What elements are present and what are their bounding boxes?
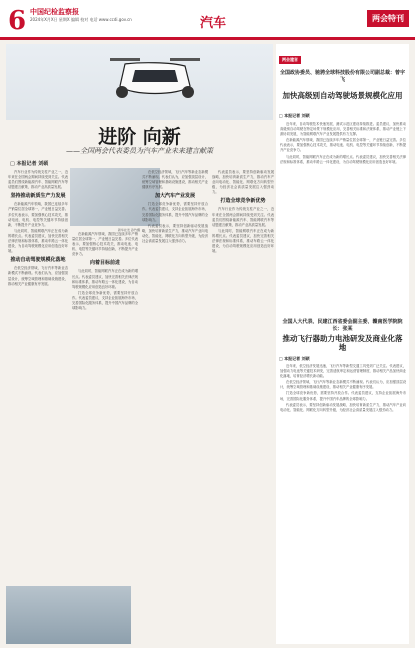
right-article-byline: □ 本报记者 刘硕: [279, 113, 310, 118]
right-article-2-lead: 全国人大代表、民建江西省委会副主委、赣南医学院院长：张某: [282, 319, 403, 332]
right-section-tag: 两会建言: [279, 56, 301, 64]
article-title: 进阶 向新: [98, 126, 181, 148]
page-number: 6: [8, 6, 27, 36]
special-badge: 两会特刊: [367, 10, 409, 27]
right-article-2-body: 近年来，低空经济发展迅速，飞行汽车等新型交通工具受到广泛关注。代表建议，加强动力电池等关键技术研发，完善适航审定和运营管理制度，推动相关产品加快商业化落地，培育经济增长新动能。 在低空经济领域，飞行汽车等新业态新模式不断涌现。代表们认为，应加强顶层设计，统筹空域管理和基础设施建设，推动相关产业健康有序发展。 打造全球竞争新优势，需要坚持开放合作。代表委员建议，支持企业拓展海外市场，完善国际化服务体系，提升中国汽车品牌的全球影响力。 代表委员表示，要坚持创新驱动发展战略，加快培育新质生产力，推动汽车产业向电动化、智能化、网联化方向转型升级，为经济社会高质量发展注入强劲动力。: [280, 364, 406, 412]
flying-car-image: [100, 52, 210, 108]
article-column-3: 在低空经济领域，飞行汽车等新业态新模式不断涌现。代表们认为，应加强顶层设计，统筹空域管理和基础设施建设，推动相关产业健康有序发展。 加大汽车产业发展 打造全球竞争新优势，需要坚持开放合作。代表委员建议，支持企业拓展海外市场，完善国际化服务体系，提升中国汽车品牌的全球影响力。 代表委员表示，要坚持创新驱动发展战略，加快培育新质生产力，推动汽车产业向电动化、智能化、网联化方向转型升级，为经济社会高质量发展注入强劲动力。: [142, 170, 208, 244]
article-column-1: 汽车行业作为传统支柱产业之一，近年来在全国两会期间持续受到关注。代表委员们围绕新能源汽车、智能网联汽车等话题建言献策，推动产业高质量发展。 坚持推动新质生产力发展 在新能源汽车领域，我国已连续多年产销量位居全球第一，产业链日益完善。多位代表表示，要加强核心技术攻关，推动电池、电机、电控等关键环节持续创新，不断提升产业竞争力。 与此同时，智能网联汽车正在成为新的增长点。代表委员建议，加快完善相关法律法规和标准体系，推动车路云一体化建设，为自动驾驶规模化应用创造良好环境。 推动自动驾驶规模化落地 在低空经济领域，飞行汽车等新业态新模式不断涌现。代表们认为，应加强顶层设计，统筹空域管理和基础设施建设，推动相关产业健康有序发展。: [8, 170, 68, 286]
right-article-body: 近年来，自动驾驶技术快速发展，测试示范区建设持续推进。委员建议，加快推动高级别自动驾驶在特定场景下规模化应用，完善相关标准和法规体系，推动产业链上下游协同发展，为智能网联汽车产业发展提供有力支撑。 在新能源汽车领域，我国已连续多年产销量位居全球第一，产业链日益完善。多位代表表示，要加强核心技术攻关，推动电池、电机、电控等关键环节持续创新，不断提升产业竞争力。 与此同时，智能网联汽车正在成为新的增长点。代表委员建议，加快完善相关法律法规和标准体系，推动车路云一体化建设，为自动驾驶规模化应用创造良好环境。: [280, 122, 406, 164]
right-article-lead: 全国政协委员、驰骋全球科技股份有限公司副总裁：曾宇飞: [279, 70, 405, 83]
article-column-2: 在新能源汽车领域，我国已连续多年产销量位居全球第一，产业链日益完善。多位代表表示，要加强核心技术攻关，推动电池、电机、电控等关键环节持续创新，不断提升产业竞争力。 向着目标前进 与此同时，智能网联汽车正在成为新的增长点。代表委员建议，加快完善相关法律法规和标准体系，推动车路云一体化建设，为自动驾驶规模化应用创造良好环境。 打造全球竞争新优势，需要坚持开放合作。代表委员建议，支持企业拓展海外市场，完善国际化服务体系，提升中国汽车品牌的全球影响力。: [72, 232, 138, 311]
article-byline: □ 本报记者 刘硕: [10, 161, 49, 167]
page-header: [0, 0, 415, 40]
issue-line: 2024年X月X日 星期X 编辑 校对 电话 www.ccdi.gov.cn: [30, 17, 132, 22]
article-subtitle: ——全国两会代表委员为汽车产业未来建言献策: [66, 147, 213, 155]
right-article-2-byline: □ 本报记者 刘硕: [279, 356, 310, 361]
masthead: 中国纪检监察报: [30, 8, 79, 16]
section-title: 汽车: [200, 16, 227, 31]
autonomous-bus-photo: [6, 586, 131, 644]
photo-caption: 新华社发 孙竹摄: [118, 228, 140, 232]
right-article-2-title: 推动飞行器助力电池研发及商业化落地: [282, 334, 403, 352]
article-column-4: 代表委员表示，要坚持创新驱动发展战略，加快培育新质生产力，推动汽车产业向电动化、智能化、网联化方向转型升级，为经济社会高质量发展注入强劲动力。 打造全球竞争新优势 汽车行业作为传统支柱产业之一，近年来在全国两会期间持续受到关注。代表委员们围绕新能源汽车、智能网联汽车等话题建言献策，推动产业高质量发展。 与此同时，智能网联汽车正在成为新的增长点。代表委员建议，加快完善相关法律法规和标准体系，推动车路云一体化建设，为自动驾驶规模化应用创造良好环境。: [212, 170, 274, 254]
right-article-title: 加快高级别自动驾驶场景规模化应用: [282, 91, 403, 100]
